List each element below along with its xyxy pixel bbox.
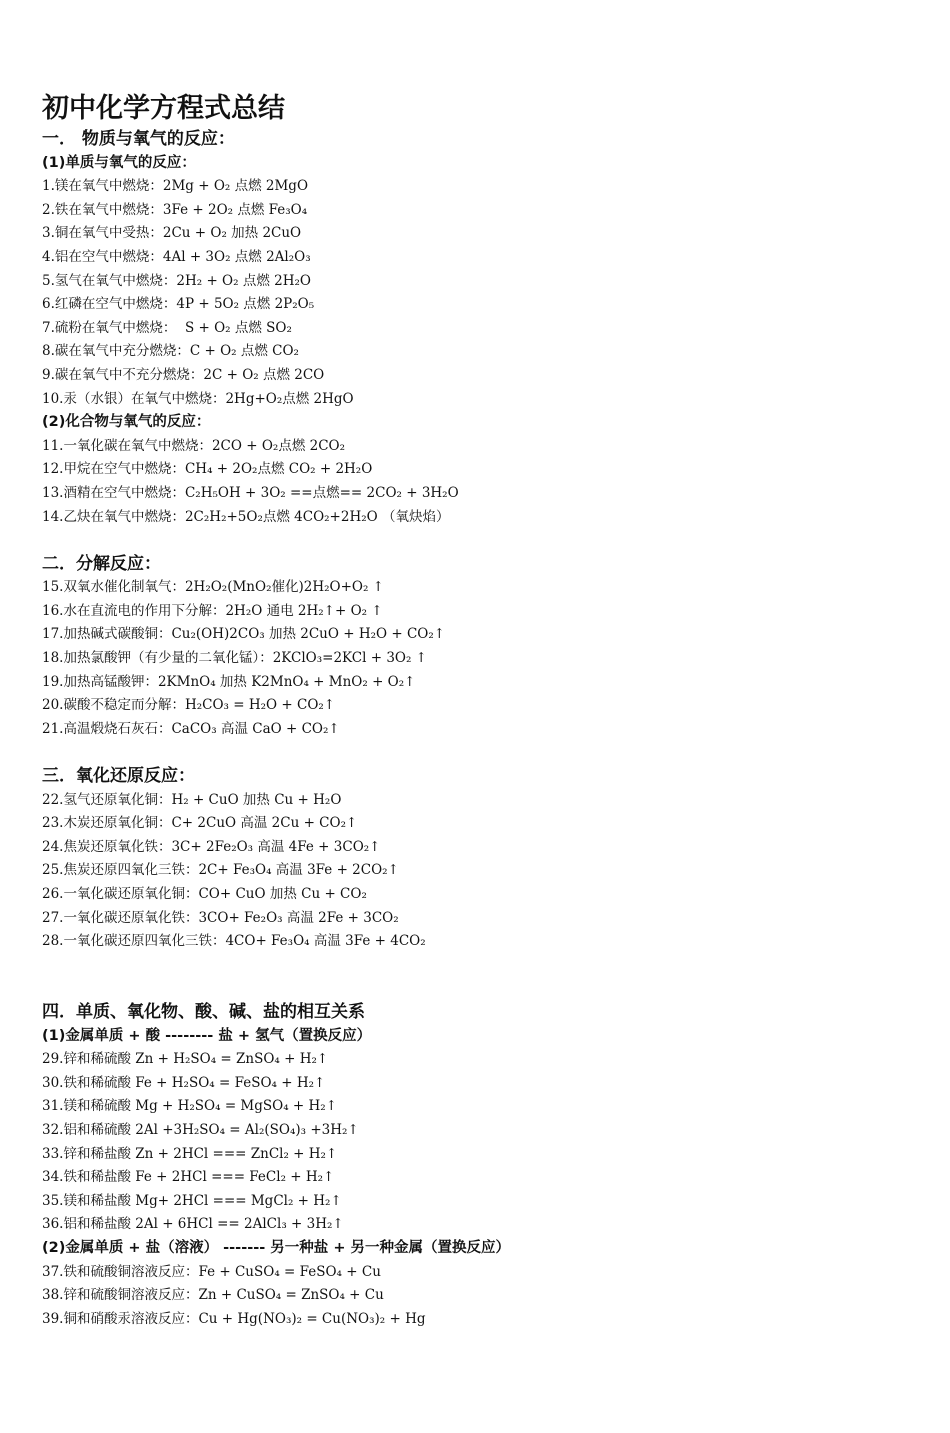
equation-line: 18.加热氯酸钾（有少量的二氧化锰）：2KClO₃=2KCl + 3O₂ ↑: [42, 650, 427, 667]
section-heading: 二．分解反应：: [42, 553, 161, 574]
equation-line: 22.氢气还原氧化铜：H₂ + CuO 加热 Cu + H₂O: [42, 791, 342, 808]
equation-line: 8.碳在氧气中充分燃烧：C + O₂ 点燃 CO₂: [42, 343, 299, 360]
equation-line: 1.镁在氧气中燃烧：2Mg + O₂ 点燃 2MgO: [42, 178, 309, 195]
equation-line: 20.碳酸不稳定而分解：H₂CO₃ = H₂O + CO₂↑: [42, 697, 336, 714]
section-heading: 一． 物质与氧气的反应：: [42, 129, 235, 149]
equation-line: 11.一氧化碳在氧气中燃烧：2CO + O₂点燃 2CO₂: [42, 437, 346, 454]
equation-line: 4.铝在空气中燃烧：4Al + 3O₂ 点燃 2Al₂O₃: [42, 248, 311, 265]
equation-line: 26.一氧化碳还原氧化铜：CO+ CuO 加热 Cu + CO₂: [42, 886, 367, 902]
equation-line: 23.木炭还原氧化铜：C+ 2CuO 高温 2Cu + CO₂↑: [42, 815, 358, 832]
equation-line: 7.硫粉在氧气中燃烧： S + O₂ 点燃 SO₂: [42, 319, 292, 336]
document-body: [42, 90, 922, 1331]
equation-line: 5.氢气在氧气中燃烧：2H₂ + O₂ 点燃 2H₂O: [42, 272, 311, 289]
equation-line: 16.水在直流电的作用下分解：2H₂O 通电 2H₂↑+ O₂ ↑: [42, 602, 383, 619]
subsection-heading: (1)金属单质 + 酸 -------- 盐 + 氢气（置换反应）: [42, 1027, 372, 1044]
content-blocks: [42, 128, 922, 1331]
equation-line: 37.铁和硫酸铜溶液反应：Fe + CuSO₄ = FeSO₄ + Cu: [42, 1263, 381, 1280]
equation-line: 33.锌和稀盐酸 Zn + 2HCl === ZnCl₂ + H₂↑: [42, 1145, 338, 1162]
equation-line: 15.双氧水催化制氧气：2H₂O₂(MnO₂催化)2H₂O+O₂ ↑: [42, 579, 384, 596]
spacer: [42, 529, 922, 553]
equation-line: 27.一氧化碳还原氧化铁：3CO+ Fe₂O₃ 高温 2Fe + 3CO₂: [42, 909, 399, 926]
spacer: [42, 741, 922, 765]
equation-line: 29.锌和稀硫酸 Zn + H₂SO₄ = ZnSO₄ + H₂↑: [42, 1051, 329, 1068]
equation-line: 24.焦炭还原氧化铁：3C+ 2Fe₂O₃ 高温 4Fe + 3CO₂↑: [42, 838, 381, 855]
spacer: [42, 954, 922, 1001]
equation-line: 12.甲烷在空气中燃烧：CH₄ + 2O₂点燃 CO₂ + 2H₂O: [42, 461, 373, 478]
equation-line: 39.铜和硝酸汞溶液反应：Cu + Hg(NO₃)₂ = Cu(NO₃)₂ + Hg: [42, 1310, 426, 1327]
section-heading: 三．氧化还原反应：: [42, 766, 195, 787]
subsection-heading: (2)金属单质 + 盐（溶液） ------- 另一种盐 + 另一种金属（置换反应）: [42, 1239, 511, 1256]
equation-line: 38.锌和硫酸铜溶液反应：Zn + CuSO₄ = ZnSO₄ + Cu: [42, 1287, 384, 1304]
equation-line: 10.汞（水银）在氧气中燃烧：2Hg+O₂点燃 2HgO: [42, 390, 354, 407]
equation-line: 6.红磷在空气中燃烧：4P + 5O₂ 点燃 2P₂O₅: [42, 296, 315, 313]
equation-line: 32.铝和稀硫酸 2Al +3H₂SO₄ = Al₂(SO₄)₃ +3H₂↑: [42, 1121, 359, 1138]
equation-line: 36.铝和稀盐酸 2Al + 6HCl == 2AlCl₃ + 3H₂↑: [42, 1216, 344, 1233]
equation-line: 25.焦炭还原四氧化三铁：2C+ Fe₃O₄ 高温 3Fe + 2CO₂↑: [42, 862, 399, 879]
equation-line: 35.镁和稀盐酸 Mg+ 2HCl === MgCl₂ + H₂↑: [42, 1192, 342, 1209]
equation-line: 13.酒精在空气中燃烧：C₂H₅OH + 3O₂ ==点燃== 2CO₂ + 3H₂O: [42, 484, 459, 501]
subsection-heading: (2)化合物与氧气的反应：: [42, 414, 211, 431]
equation-line: 3.铜在氧气中受热：2Cu + O₂ 加热 2CuO: [42, 225, 302, 242]
equation-line: 28.一氧化碳还原四氧化三铁：4CO+ Fe₃O₄ 高温 3Fe + 4CO₂: [42, 933, 426, 950]
equation-line: 19.加热高锰酸钾：2KMnO₄ 加热 K2MnO₄ + MnO₂ + O₂↑: [42, 673, 416, 690]
equation-line: 21.高温煅烧石灰石：CaCO₃ 高温 CaO + CO₂↑: [42, 720, 340, 737]
equation-line: 34.铁和稀盐酸 Fe + 2HCl === FeCl₂ + H₂↑: [42, 1169, 335, 1186]
equation-line: 17.加热碱式碳酸铜：Cu₂(OH)2CO₃ 加热 2CuO + H₂O + CO₂↑: [42, 626, 446, 643]
equation-line: 30.铁和稀硫酸 Fe + H₂SO₄ = FeSO₄ + H₂↑: [42, 1074, 326, 1091]
equation-line: 2.铁在氧气中燃烧：3Fe + 2O₂ 点燃 Fe₃O₄: [42, 201, 308, 218]
equation-line: 9.碳在氧气中不充分燃烧：2C + O₂ 点燃 2CO: [42, 366, 325, 383]
equation-line: 31.镁和稀硫酸 Mg + H₂SO₄ = MgSO₄ + H₂↑: [42, 1098, 338, 1115]
subsection-heading: (1)单质与氧气的反应：: [42, 154, 196, 171]
equation-line: 14.乙炔在氧气中燃烧：2C₂H₂+5O₂点燃 4CO₂+2H₂O （氧炔焰）: [42, 508, 450, 525]
document-title: 初中化学方程式总结: [42, 93, 285, 124]
section-heading: 四．单质、氧化物、酸、碱、盐的相互关系: [42, 1001, 365, 1022]
